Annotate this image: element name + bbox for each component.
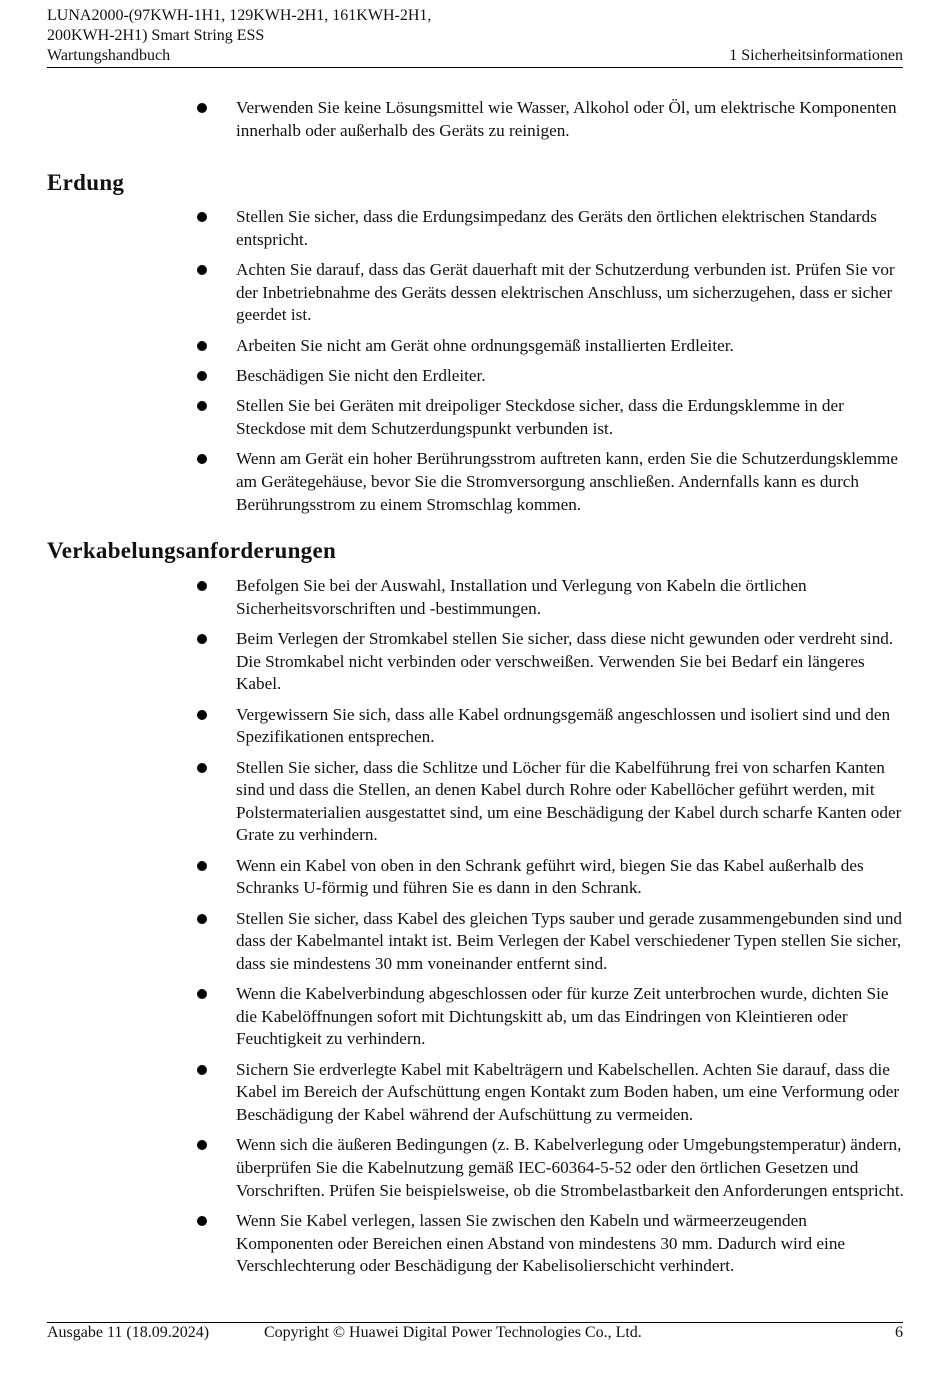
edition-label: Ausgabe 11 (18.09.2024) bbox=[47, 1324, 210, 1341]
section-title-erdung: Erdung bbox=[47, 170, 125, 195]
bullet-icon bbox=[197, 1065, 207, 1075]
document-title-line-2: 200KWH-2H1) Smart String ESS bbox=[47, 27, 265, 44]
list-item: Wenn Sie Kabel verlegen, lassen Sie zwischen den Kabeln und wärmeerzeugenden Komponenten oder Bereichen einen Abstand von mindestens 30 mm. Dadurch wird eine Verschlechterung oder Beschädigung der Kabelisolierschicht verhindert. bbox=[0, 1210, 906, 1278]
page-number: 6 bbox=[895, 1324, 903, 1341]
list-item: Stellen Sie bei Geräten mit dreipoliger Steckdose sicher, dass die Erdungsklemme in der Steckdose mit dem Schutzerdungspunkt verbunden ist. bbox=[0, 395, 906, 440]
list-item: Sichern Sie erdverlegte Kabel mit Kabelträgern und Kabelschellen. Achten Sie darauf, dass die Kabel im Bereich der Aufschüttung engen Kontakt zum Boden haben, um eine Verformung oder Beschädigung der Kabel während der Aufschüttung zu vermeiden. bbox=[0, 1059, 906, 1127]
list-item: Stellen Sie sicher, dass die Schlitze und Löcher für die Kabelführung frei von scharfen Kanten sind und dass die Stellen, an denen Kabel durch Rohre oder Kabellöcher geführt werden, mit Polstermaterialien ausgestattet sind, um eine Beschädigung der Kabel durch scharfe Kanten oder Grate zu verhindern. bbox=[0, 757, 906, 847]
bullet-icon bbox=[197, 212, 207, 222]
bullet-icon bbox=[197, 710, 207, 720]
list-item: Wenn ein Kabel von oben in den Schrank geführt wird, biegen Sie das Kabel außerhalb des Schranks U-förmig und führen Sie es dann in den Schrank. bbox=[0, 855, 906, 900]
list-item: Verwenden Sie keine Lösungsmittel wie Wasser, Alkohol oder Öl, um elektrische Komponenten innerhalb oder außerhalb des Geräts zu reinigen. bbox=[0, 97, 906, 142]
bullet-icon bbox=[197, 861, 207, 871]
list-item: Wenn am Gerät ein hoher Berührungsstrom auftreten kann, erden Sie die Schutzerdungsklemme am Gerätegehäuse, bevor Sie die Stromversorgung anschließen. Andernfalls kann es durch Berührungsstrom zu einem Stromschlag kommen. bbox=[0, 448, 906, 516]
page-header bbox=[47, 6, 903, 66]
list-item: Achten Sie darauf, dass das Gerät dauerhaft mit der Schutzerdung verbunden ist. Prüfen Sie vor der Inbetriebnahme des Geräts dessen elektrischen Anschluss, um sicherzugehen, dass er sicher geerdet ist. bbox=[0, 259, 906, 327]
bullet-icon bbox=[197, 1216, 207, 1226]
bullet-icon bbox=[197, 341, 207, 351]
list-item: Befolgen Sie bei der Auswahl, Installation und Verlegung von Kabeln die örtlichen Sicherheitsvorschriften und -bestimmungen. bbox=[0, 575, 906, 620]
bullet-icon bbox=[197, 989, 207, 999]
list-item: Beschädigen Sie nicht den Erdleiter. bbox=[0, 365, 906, 388]
list-item: Stellen Sie sicher, dass die Erdungsimpedanz des Geräts den örtlichen elektrischen Standards entspricht. bbox=[0, 206, 906, 251]
list-item: Beim Verlegen der Stromkabel stellen Sie sicher, dass diese nicht gewunden oder verdreht sind. Die Stromkabel nicht verbinden oder verschweißen. Verwenden Sie bei Bedarf ein längeres Kabel. bbox=[0, 628, 906, 696]
list-item: Wenn sich die äußeren Bedingungen (z. B. Kabelverlegung oder Umgebungstemperatur) ändern, überprüfen Sie die Kabelnutzung gemäß IEC-60364-5-52 oder den örtlichen Gesetzen und Vorschriften. Prüfen Sie beispielsweise, ob die Strombelastbarkeit den Anforderungen entspricht. bbox=[0, 1134, 906, 1202]
chapter-name: 1 Sicherheitsinformationen bbox=[729, 47, 903, 64]
document-title-line-1: LUNA2000-(97KWH-1H1, 129KWH-2H1, 161KWH-2H1, bbox=[47, 7, 432, 24]
bullet-icon bbox=[197, 763, 207, 773]
intro-bullet-list bbox=[0, 97, 950, 150]
bullet-icon bbox=[197, 371, 207, 381]
list-item: Wenn die Kabelverbindung abgeschlossen oder für kurze Zeit unterbrochen wurde, dichten Sie die Kabelöffnungen sofort mit Dichtungskitt ab, um das Eindringen von Kleintieren oder Feuchtigkeit zu verhindern. bbox=[0, 983, 906, 1051]
erdung-bullet-list bbox=[0, 206, 950, 524]
bullet-icon bbox=[197, 634, 207, 644]
verkabelung-bullet-list bbox=[0, 575, 950, 1286]
header-divider bbox=[47, 67, 903, 68]
copyright-notice: Copyright © Huawei Digital Power Technologies Co., Ltd. bbox=[264, 1324, 642, 1341]
bullet-icon bbox=[197, 1140, 207, 1150]
list-item: Arbeiten Sie nicht am Gerät ohne ordnungsgemäß installierten Erdleiter. bbox=[0, 335, 906, 358]
bullet-icon bbox=[197, 401, 207, 411]
bullet-icon bbox=[197, 265, 207, 275]
list-item: Vergewissern Sie sich, dass alle Kabel ordnungsgemäß angeschlossen und isoliert sind und den Spezifikationen entsprechen. bbox=[0, 704, 906, 749]
manual-name: Wartungshandbuch bbox=[47, 47, 171, 64]
bullet-icon bbox=[197, 581, 207, 591]
bullet-icon bbox=[197, 454, 207, 464]
bullet-icon bbox=[197, 914, 207, 924]
bullet-icon bbox=[197, 103, 207, 113]
list-item: Stellen Sie sicher, dass Kabel des gleichen Typs sauber und gerade zusammengebunden sind und dass der Kabelmantel intakt ist. Beim Verlegen der Kabel verschiedener Typen stellen Sie sicher, dass sie mindestens 30 mm voneinander entfernt sind. bbox=[0, 908, 906, 976]
section-title-verkabelungsanforderungen: Verkabelungsanforderungen bbox=[47, 538, 337, 563]
